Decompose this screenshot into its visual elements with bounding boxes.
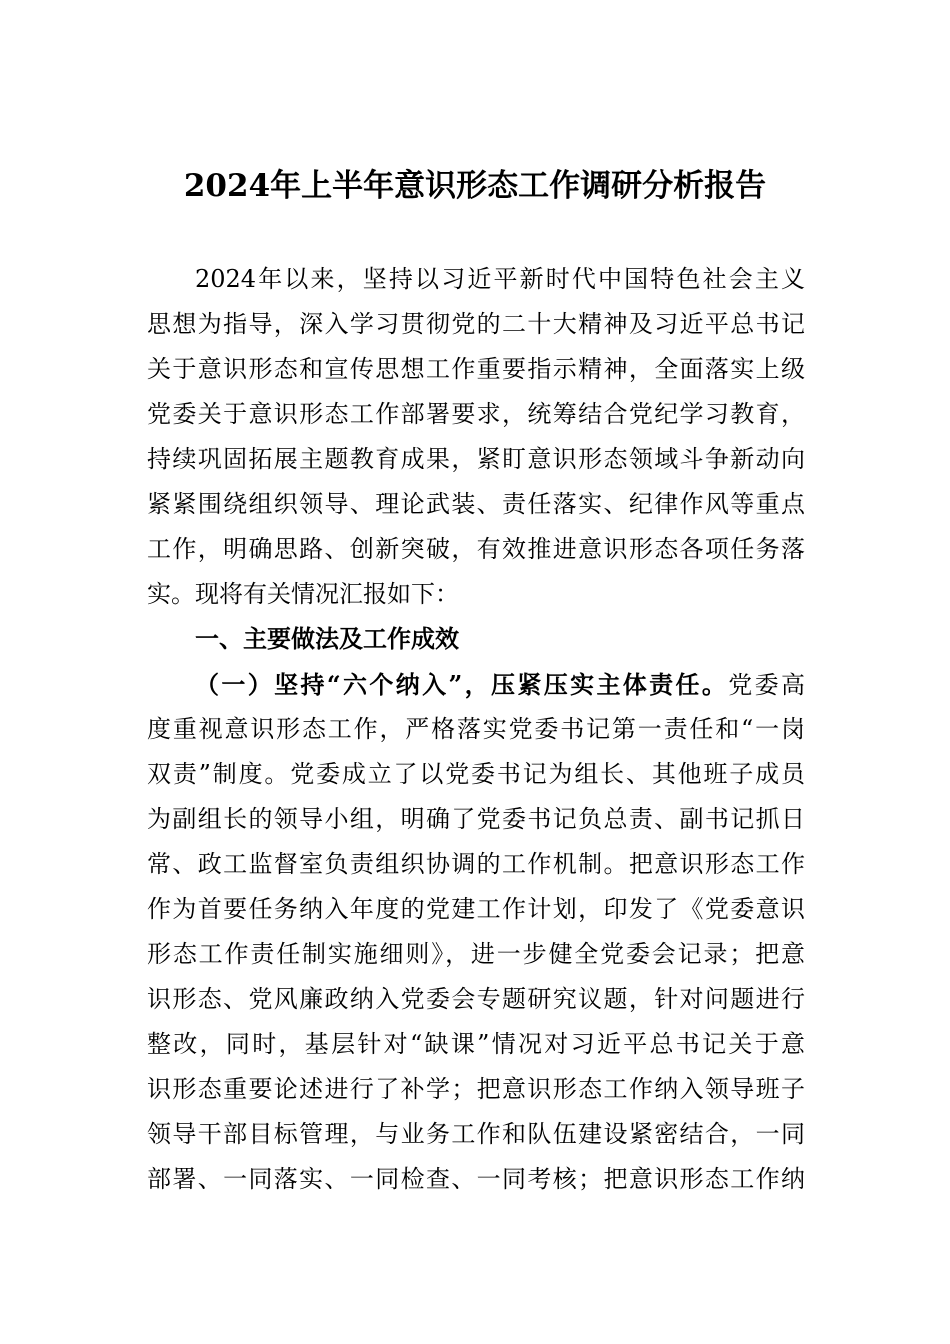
text-line: 识形态重要论述进行了补学；把意识形态工作纳入领导班子 xyxy=(147,1075,805,1103)
text-line: 识形态、党风廉政纳入党委会专题研究议题，针对问题进行 xyxy=(147,985,805,1013)
text-run: 党委高 xyxy=(728,671,806,699)
text-line: 为副组长的领导小组，明确了党委书记负总责、副书记抓日 xyxy=(147,805,805,833)
text-line: 持续巩固拓展主题教育成果，紧盯意识形态领域斗争新动向 xyxy=(147,445,805,473)
subsection-heading: （一）坚持“六个纳入”，压紧压实主体责任。 xyxy=(195,670,729,699)
section-heading: 一、主要做法及工作成效 xyxy=(195,625,459,653)
text-line: 党委关于意识形态工作部署要求，统筹结合党纪学习教育， xyxy=(147,400,805,428)
paragraph-section-1 xyxy=(147,662,805,1202)
text-line: 工作，明确思路、创新突破，有效推进意识形态各项任务落 xyxy=(147,535,805,563)
text-line: 整改，同时，基层针对“缺课”情况对习近平总书记关于意 xyxy=(147,1030,805,1058)
text-line: 思想为指导，深入学习贯彻党的二十大精神及习近平总书记 xyxy=(147,310,805,338)
paragraph-intro xyxy=(147,257,805,617)
text-line: 形态工作责任制实施细则》，进一步健全党委会记录；把意 xyxy=(147,940,805,968)
text-line: 双责”制度。党委成立了以党委书记为组长、其他班子成员 xyxy=(147,760,805,788)
text-line: 部署、一同落实、一同检查、一同考核；把意识形态工作纳 xyxy=(147,1165,805,1193)
text-line: 2024年以来，坚持以习近平新时代中国特色社会主义 xyxy=(195,265,805,293)
text-line: 实。现将有关情况汇报如下： xyxy=(147,580,459,608)
document-body xyxy=(147,257,805,1202)
text-line: 度重视意识形态工作，严格落实党委书记第一责任和“一岗 xyxy=(147,715,805,743)
text-line: 关于意识形态和宣传思想工作重要指示精神，全面落实上级 xyxy=(147,355,805,383)
text-line: 作为首要任务纳入年度的党建工作计划，印发了《党委意识 xyxy=(147,895,805,923)
text-line: 常、政工监督室负责组织协调的工作机制。把意识形态工作 xyxy=(147,850,805,878)
text-line xyxy=(147,662,805,707)
text-line: 紧紧围绕组织领导、理论武装、责任落实、纪律作风等重点 xyxy=(147,490,805,518)
page-title: 2024年上半年意识形态工作调研分析报告 xyxy=(183,168,767,204)
text-line: 领导干部目标管理，与业务工作和队伍建设紧密结合，一同 xyxy=(147,1120,805,1148)
